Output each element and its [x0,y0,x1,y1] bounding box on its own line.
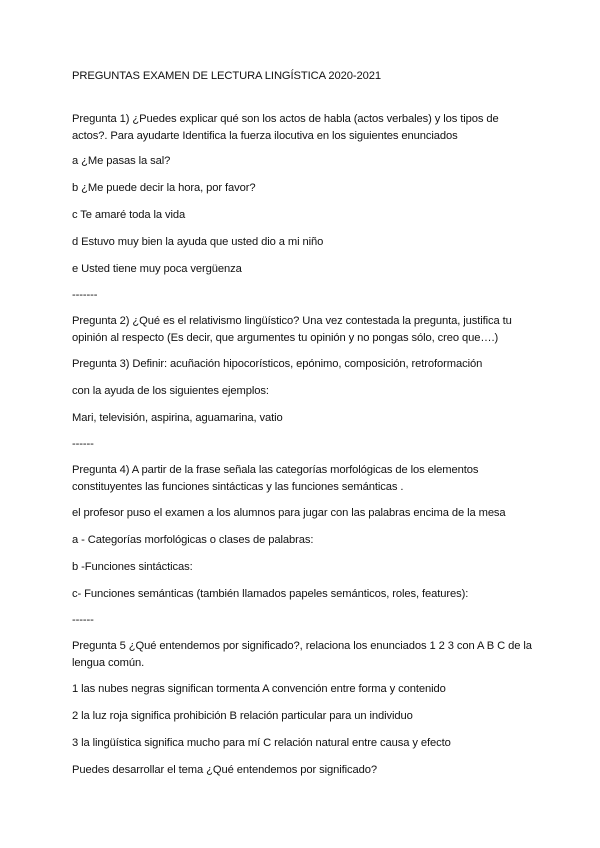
question-5-item-2: 2 la luz roja significa prohibición B relación particular para un individuo [72,710,413,722]
question-4-item-b: b -Funciones sintácticas: [72,561,193,573]
question-1-item-b: b ¿Me puede decir la hora, por favor? [72,182,256,194]
question-5-closing: Puedes desarrollar el tema ¿Qué entendemos por significado? [72,764,378,776]
question-5-item-3: 3 la lingüística significa mucho para mí C relación natural entre causa y efecto [72,737,451,749]
separator: ------ [72,438,94,450]
question-1-item-a: a ¿Me pasas la sal? [72,155,171,167]
question-1-item-e: e Usted tiene muy poca vergüenza [72,263,242,275]
question-4: Pregunta 4) A partir de la frase señala las categorías morfológicas de los elementos constituyentes las funciones sintácticas y las funciones semánticas . [72,464,479,493]
question-1-item-d: d Estuvo muy bien la ayuda que usted dio a mi niño [72,236,324,248]
question-3-examples: Mari, televisión, aspirina, aguamarina, vatio [72,412,283,424]
question-3-instruction: con la ayuda de los siguientes ejemplos: [72,385,269,397]
question-1: Pregunta 1) ¿Puedes explicar qué son los actos de habla (actos verbales) y los tipos de actos?. Para ayudarte Identifica la fuerza ilocutiva en los siguientes enunciados [72,113,499,142]
question-4-item-c: c- Funciones semánticas (también llamados papeles semánticos, roles, features): [72,588,469,600]
question-2: Pregunta 2) ¿Qué es el relativismo lingüístico? Una vez contestada la pregunta, justifica tu opinión al respecto (Es decir, que argumentes tu opinión y no pongas sólo, creo que….) [72,315,512,344]
question-4-item-a: a - Categorías morfológicas o clases de palabras: [72,534,314,546]
separator: ------- [72,289,98,301]
question-1-item-c: c Te amaré toda la vida [72,209,186,221]
question-3: Pregunta 3) Definir: acuñación hipocorísticos, epónimo, composición, retroformación [72,358,483,370]
question-5-item-1: 1 las nubes negras significan tormenta A convención entre forma y contenido [72,683,446,695]
separator: ------ [72,614,94,626]
question-5: Pregunta 5 ¿Qué entendemos por significado?, relaciona los enunciados 1 2 3 con A B C de la lengua común. [72,640,532,669]
question-4-sentence: el profesor puso el examen a los alumnos para jugar con las palabras encima de la mesa [72,507,506,519]
document-title: PREGUNTAS EXAMEN DE LECTURA LINGÍSTICA 2020-2021 [72,70,381,82]
